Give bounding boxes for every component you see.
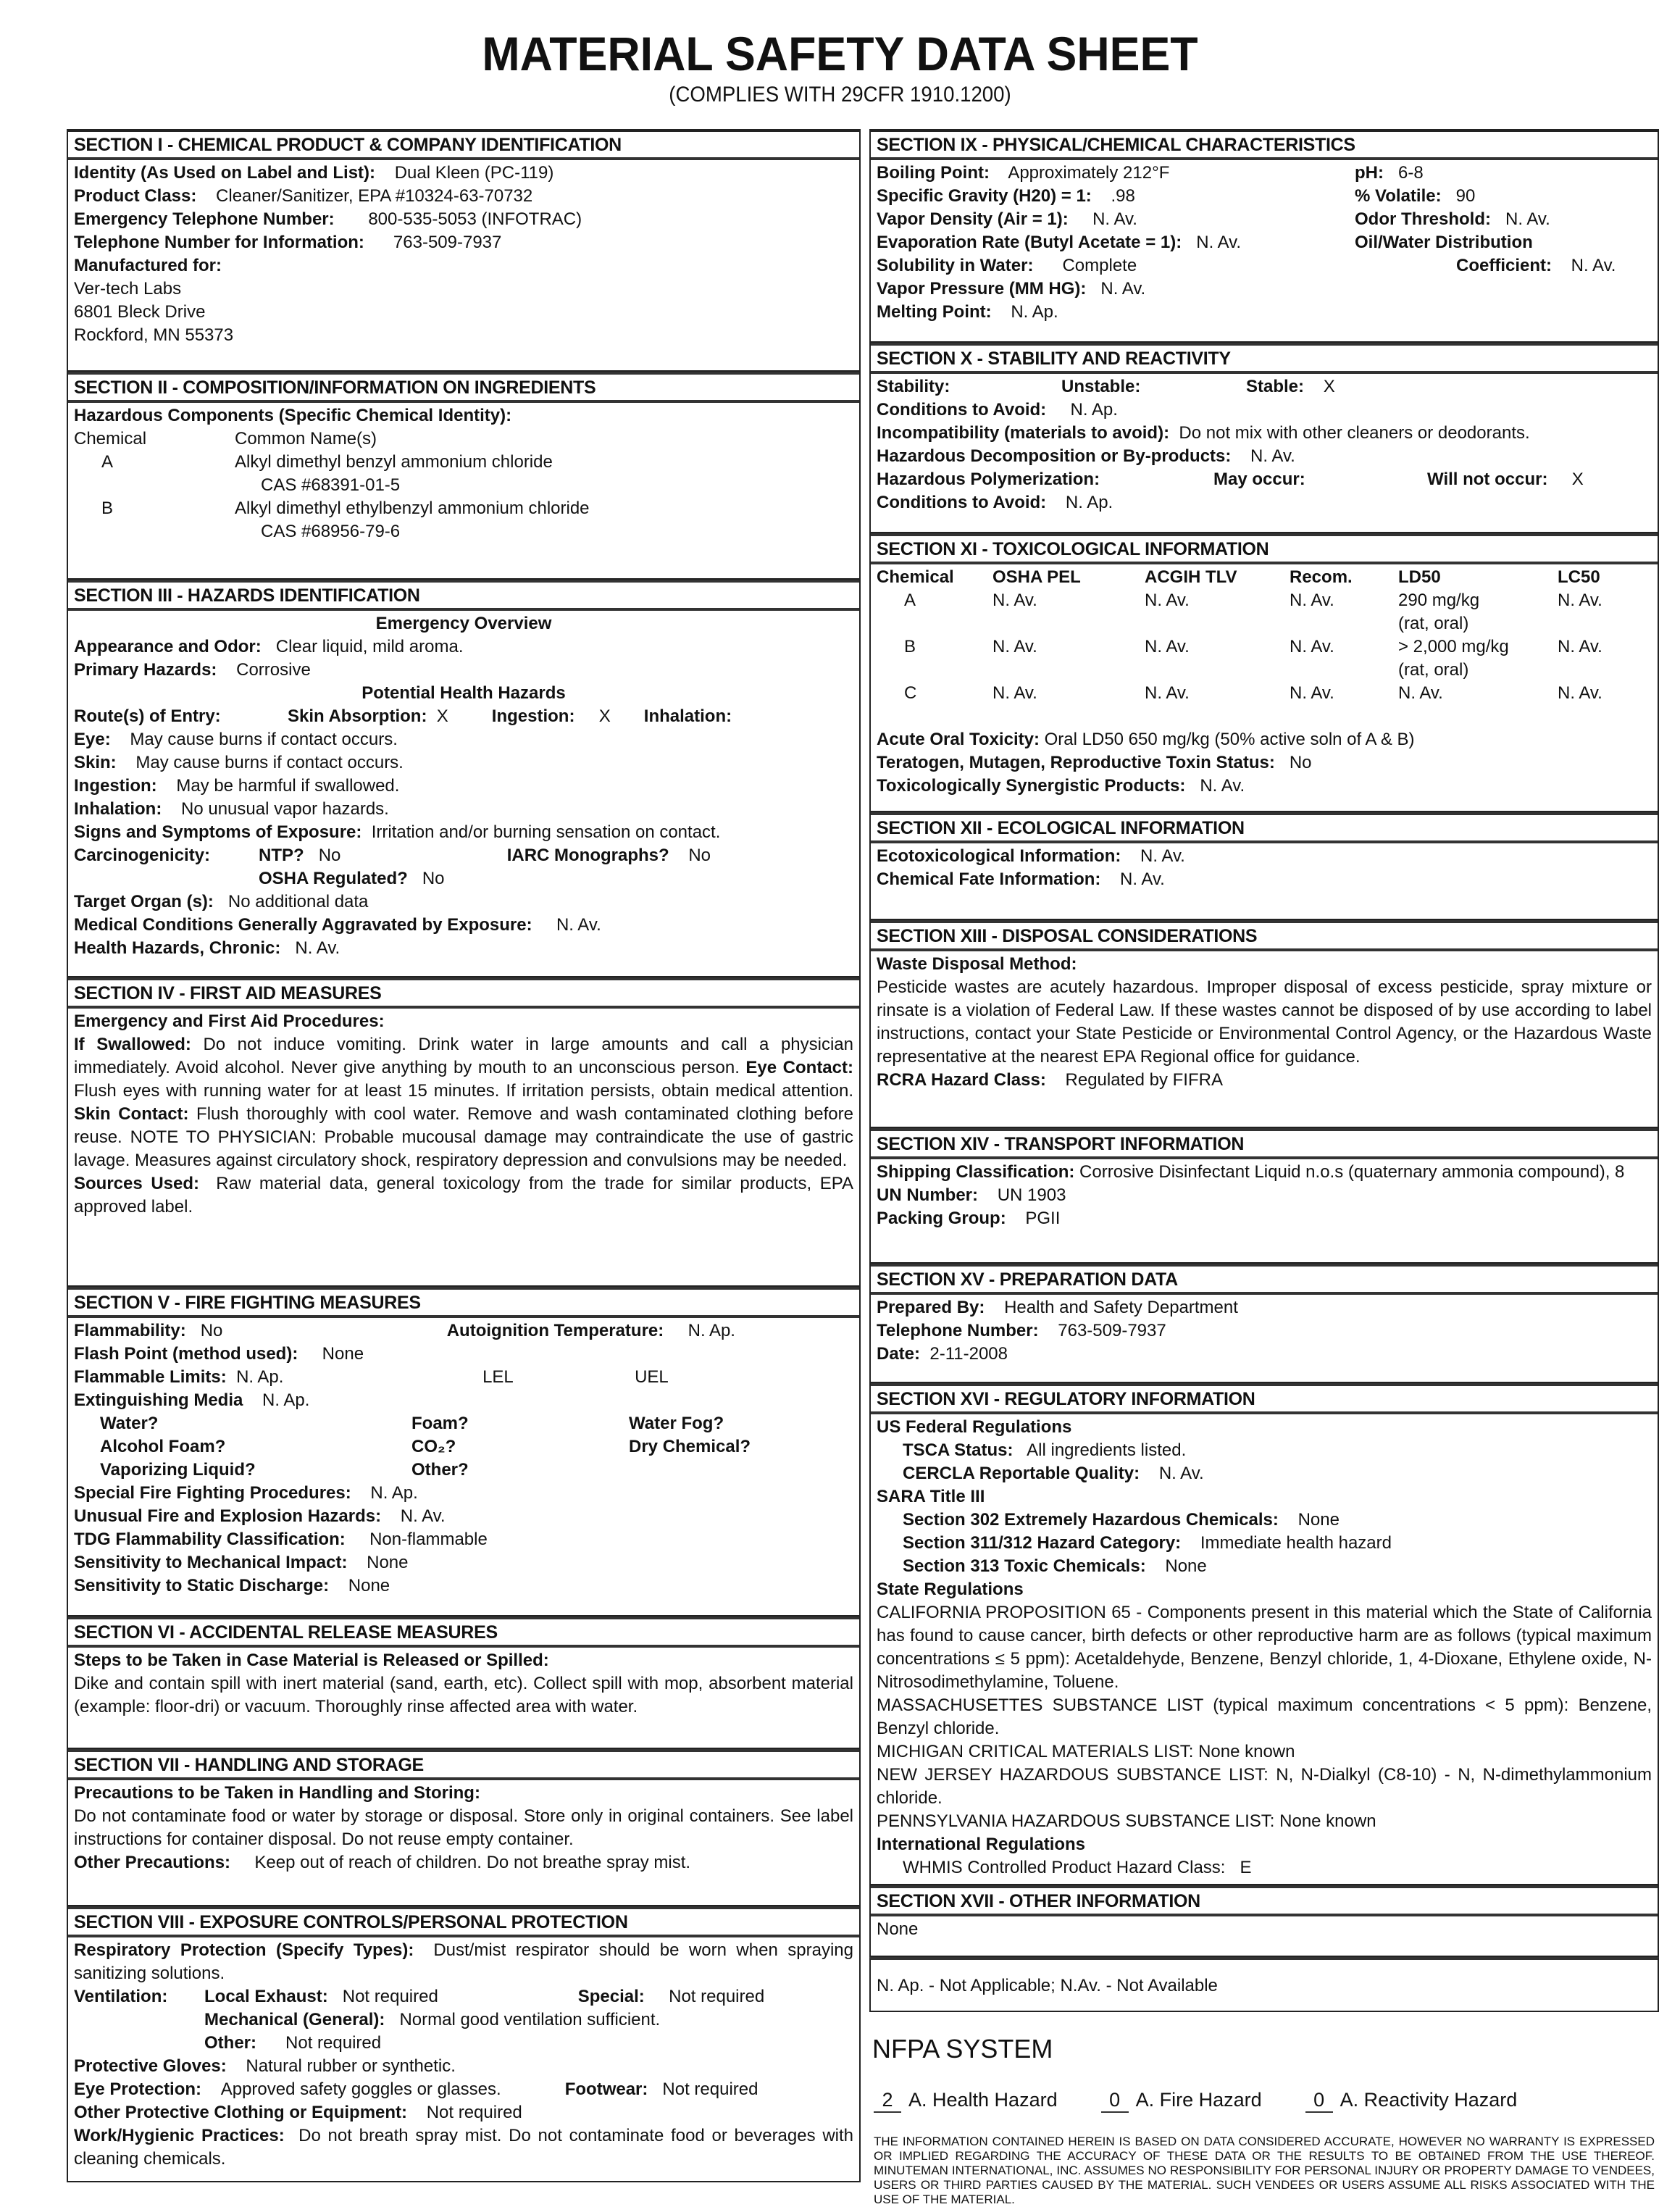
field-label: Eye Protection:	[74, 2079, 202, 2099]
section-heading: SECTION X - STABILITY AND REACTIVITY	[871, 343, 1658, 374]
field-value: N. Av.	[1200, 776, 1245, 796]
subheading: SARA Title III	[877, 1487, 985, 1506]
fire-rating: 0	[1101, 2089, 1129, 2113]
field-value: Do not contaminate food or water by storage or disposal. Store only in original containers. See label instructions for container disposal. Do not reuse empty container.	[74, 1806, 853, 1849]
field-label: Telephone Number for Information:	[74, 233, 364, 252]
document-title: MATERIAL SAFETY DATA SHEET	[482, 27, 1198, 80]
field-label: Hazardous Decomposition or By-products:	[877, 446, 1232, 466]
field-label: Stable:	[1246, 377, 1305, 396]
nfpa-ratings	[869, 2089, 1659, 2113]
nfpa-fire: 0 A. Fire Hazard	[1101, 2089, 1262, 2113]
field-label: Respiratory Protection (Specify Types):	[74, 1940, 414, 1960]
field-label: Hazardous Components (Specific Chemical Identity):	[74, 406, 512, 425]
field-value: Natural rubber or synthetic.	[246, 2056, 456, 2076]
media-option: Foam?	[411, 1414, 469, 1433]
field-label: IARC Monographs?	[506, 846, 669, 865]
newjersey-text: NEW JERSEY HAZARDOUS SUBSTANCE LIST: N, N-Dialkyl (C8-10) - N, N-dimethylammonium chloride.	[877, 1765, 1652, 1808]
field-value: May cause burns if contact occurs.	[130, 730, 398, 749]
section-11	[869, 533, 1659, 812]
field-label: Appearance and Odor:	[74, 637, 262, 656]
field-value: Complete	[1062, 256, 1137, 275]
field-label: Route(s) of Entry:	[74, 706, 221, 726]
field-label: pH:	[1355, 163, 1384, 183]
column-header: Recom.	[1290, 567, 1353, 587]
uel-label: UEL	[635, 1367, 669, 1387]
field-value: Do not mix with other cleaners or deodorants.	[1179, 423, 1530, 443]
media-option: CO₂?	[411, 1437, 456, 1456]
field-label: Boiling Point:	[877, 163, 990, 183]
field-value: E	[1240, 1858, 1252, 1877]
field-label: Melting Point:	[877, 302, 992, 322]
field-label: Unusual Fire and Explosion Hazards:	[74, 1506, 382, 1526]
field-value: No	[688, 846, 711, 865]
section-heading: SECTION I - CHEMICAL PRODUCT & COMPANY IDENTIFICATION	[68, 132, 859, 160]
section-heading: SECTION VII - HANDLING AND STORAGE	[68, 1749, 859, 1780]
field-label: Other:	[204, 2033, 256, 2053]
field-value: X	[436, 706, 448, 726]
field-label: Toxicologically Synergistic Products:	[877, 776, 1186, 796]
section-heading: SECTION IV - FIRST AID MEASURES	[68, 977, 859, 1009]
field-value: N. Ap.	[236, 1367, 284, 1387]
section-heading: SECTION XV - PREPARATION DATA	[871, 1264, 1658, 1295]
field-value: N. Av.	[1250, 446, 1295, 466]
column-header: LD50	[1398, 567, 1441, 587]
california-text: CALIFORNIA PROPOSITION 65 - Components present in this material which the State of California has found to cause cancer, birth defects or other reproductive harm are as follows (typical maximum concentrations ≤ 5 ppm): Acetaldehyde, Benzene, Benzyl chloride, 1, 4-Dioxane, Ethylene oxide, N-Nitrosodimethylamine, Toluene.	[877, 1603, 1652, 1692]
field-value: Dust/mist respirator should be worn when spraying sanitizing solutions.	[74, 1940, 853, 1983]
section-heading: SECTION XI - TOXICOLOGICAL INFORMATION	[871, 533, 1658, 564]
media-option: Water?	[100, 1414, 159, 1433]
michigan-text: MICHIGAN CRITICAL MATERIALS LIST: None known	[877, 1742, 1295, 1761]
section-9	[869, 129, 1659, 343]
field-label: Special Fire Fighting Procedures:	[74, 1483, 351, 1503]
field-label: Solubility in Water:	[877, 256, 1034, 275]
field-value: No unusual vapor hazards.	[181, 799, 389, 819]
field-label: Hazardous Polymerization:	[877, 470, 1100, 489]
media-option: Alcohol Foam?	[100, 1437, 226, 1456]
field-value: May cause burns if contact occurs.	[135, 753, 404, 772]
column-header: ACGIH TLV	[1145, 567, 1237, 587]
field-label: Coefficient:	[1456, 256, 1552, 275]
field-label: Inhalation:	[74, 799, 162, 819]
component-row: A Alkyl dimethyl benzyl ammonium chloride	[101, 452, 553, 472]
field-label: Primary Hazards:	[74, 660, 217, 680]
section-heading: SECTION VI - ACCIDENTAL RELEASE MEASURES	[68, 1616, 859, 1648]
nfpa-title: NFPA SYSTEM	[872, 2034, 1053, 2064]
field-label: Specific Gravity (H20) = 1:	[877, 186, 1092, 206]
field-label: Flammable Limits:	[74, 1367, 227, 1387]
subheading: Emergency Overview	[375, 614, 552, 633]
field-label: Conditions to Avoid:	[877, 493, 1047, 512]
field-label: Stability:	[877, 377, 950, 396]
field-label: Section 313 Toxic Chemicals:	[903, 1556, 1146, 1576]
field-label: Mechanical (General):	[204, 2010, 385, 2029]
table-row: C N. Av. N. Av. N. Av. N. Av. N. Av.	[904, 683, 1602, 703]
first-aid-text: If Swallowed: Do not induce vomiting. Drink water in large amounts and call a physician immediately. Avoid alcohol. Never give anything by mouth to an unconscious person. Eye Contact: Flush eyes with running water for at least 15 minutes. If irritation persists, obtain medical attention. Skin Contact: Flush thoroughly with cool water. Remove and wash contaminated clothing before reuse. NOTE TO PHYSICIAN: Probable mucousal damage may contraindicate the use of gastric lavage. Measures against circulatory shock, respiratory depression and convulsions may be needed.	[74, 1035, 853, 1170]
company-city: Rockford, MN 55373	[74, 325, 234, 345]
section-heading: SECTION XVI - REGULATORY INFORMATION	[871, 1383, 1658, 1414]
section-heading: SECTION XII - ECOLOGICAL INFORMATION	[871, 812, 1658, 843]
section-10	[869, 343, 1659, 533]
field-label: Work/Hygienic Practices:	[74, 2126, 285, 2145]
field-value: Oral LD50 650 mg/kg (50% active soln of A & B)	[1044, 730, 1415, 749]
section-15	[869, 1264, 1659, 1383]
field-label: Medical Conditions Generally Aggravated by Exposure:	[74, 915, 532, 935]
media-option	[629, 1459, 846, 1482]
field-label: WHMIS Controlled Product Hazard Class:	[903, 1858, 1226, 1877]
media-option: Other?	[411, 1460, 469, 1480]
field-value: No additional data	[227, 892, 369, 911]
field-value: Non-flammable	[369, 1530, 488, 1549]
subheading: State Regulations	[877, 1580, 1024, 1599]
media-option: Vaporizing Liquid?	[100, 1460, 256, 1480]
section-14	[869, 1128, 1659, 1264]
field-label: TDG Flammability Classification:	[74, 1530, 346, 1549]
table-row: A N. Av. N. Av. N. Av. 290 mg/kg (rat, oral) N. Av.	[904, 591, 1602, 633]
field-label: Flash Point (method used):	[74, 1344, 298, 1364]
field-label: Sensitivity to Static Discharge:	[74, 1576, 330, 1595]
section-heading: SECTION XIV - TRANSPORT INFORMATION	[871, 1128, 1658, 1159]
section-3	[67, 580, 861, 977]
field-label: Other Protective Clothing or Equipment:	[74, 2103, 408, 2122]
field-value: Pesticide wastes are acutely hazardous. Improper disposal of excess pesticide, spray mixture or rinsate is a violation of Federal Law. If these wastes cannot be disposed of by use according to label instructions, contact your State Pesticide or Environmental Control Agency, or the Hazardous Waste representative at the nearest EPA Regional office for guidance.	[877, 977, 1652, 1067]
emergency-phone: 800-535-5053 (INFOTRAC)	[368, 209, 582, 229]
field-label: % Volatile:	[1355, 186, 1442, 206]
field-value: Not required	[426, 2103, 522, 2122]
cas-number: CAS #68956-79-6	[261, 522, 401, 541]
tox-table-header	[877, 566, 1652, 589]
extinguishing-media-options	[74, 1412, 853, 1482]
lel-label: LEL	[482, 1367, 514, 1387]
section-heading: SECTION III - HAZARDS IDENTIFICATION	[68, 580, 859, 611]
field-value: PGII	[1025, 1209, 1061, 1228]
field-value: None	[367, 1553, 409, 1572]
subheading: International Regulations	[877, 1835, 1086, 1854]
field-value: May be harmful if swallowed.	[176, 776, 400, 796]
field-value: Keep out of reach of children. Do not breathe spray mist.	[254, 1853, 691, 1872]
field-value: No	[318, 846, 341, 865]
field-label: Autoignition Temperature:	[446, 1321, 664, 1340]
cas-number: CAS #68391-01-5	[261, 475, 401, 495]
field-value: N. Av.	[1158, 1464, 1204, 1483]
field-value: Immediate health hazard	[1200, 1533, 1392, 1553]
field-value: X	[1323, 377, 1335, 396]
field-value: Corrosive	[236, 660, 311, 680]
field-value: All ingredients listed.	[1027, 1440, 1187, 1460]
field-value: No	[422, 869, 445, 888]
field-value: N. Ap.	[1011, 302, 1058, 322]
section-7	[67, 1749, 861, 1906]
field-label: Telephone Number:	[877, 1321, 1039, 1340]
field-value: .98	[1111, 186, 1135, 206]
field-value: Regulated by FIFRA	[1065, 1070, 1223, 1090]
field-value: 90	[1455, 186, 1476, 206]
field-value: None	[322, 1344, 364, 1364]
product-class-value: Cleaner/Sanitizer, EPA #10324-63-70732	[216, 186, 533, 206]
field-value: N. Av.	[556, 915, 601, 935]
field-label: Oil/Water Distribution	[1355, 233, 1533, 252]
field-label: Target Organ (s):	[74, 892, 214, 911]
column-header: Common Name(s)	[235, 429, 377, 449]
field-label: Waste Disposal Method:	[877, 954, 1077, 974]
media-option: Water Fog?	[629, 1414, 724, 1433]
field-label: Extinguishing Media	[74, 1390, 243, 1410]
field-label: Special:	[577, 1987, 645, 2006]
subheading: Potential Health Hazards	[362, 683, 566, 703]
field-value: Do not breath spray mist. Do not contaminate food or beverages with cleaning chemicals.	[74, 2126, 853, 2169]
nfpa-reactivity: 0 A. Reactivity Hazard	[1305, 2089, 1518, 2113]
section-2	[67, 372, 861, 580]
section-16	[869, 1383, 1659, 1885]
field-value: Normal good ventilation sufficient.	[399, 2010, 661, 2029]
field-value: Not required	[662, 2079, 758, 2099]
field-label: Conditions to Avoid:	[877, 400, 1047, 420]
field-value: Irritation and/or burning sensation on contact.	[371, 822, 721, 842]
field-value: N. Ap.	[262, 1390, 310, 1410]
prep-date: 2-11-2008	[929, 1344, 1008, 1364]
section-12	[869, 812, 1659, 920]
media-option: Dry Chemical?	[629, 1437, 751, 1456]
field-label: Sensitivity to Mechanical Impact:	[74, 1553, 348, 1572]
section-5	[67, 1287, 861, 1616]
field-value: UN 1903	[997, 1185, 1066, 1205]
health-rating: 2	[874, 2089, 901, 2113]
field-label: Steps to be Taken in Case Material is Released or Spilled:	[74, 1651, 549, 1670]
field-value: No	[1289, 753, 1312, 772]
section-6	[67, 1616, 861, 1749]
field-value: Not required	[669, 1987, 765, 2006]
section-13	[869, 920, 1659, 1128]
field-label: Evaporation Rate (Butyl Acetate = 1):	[877, 233, 1182, 252]
section-heading: SECTION XIII - DISPOSAL CONSIDERATIONS	[871, 920, 1658, 951]
section-heading: SECTION XVII - OTHER INFORMATION	[871, 1885, 1658, 1916]
field-label: NTP?	[259, 846, 304, 865]
field-label: Local Exhaust:	[204, 1987, 328, 2006]
field-label: Skin Absorption:	[288, 706, 427, 726]
field-label: Precautions to be Taken in Handling and Storing:	[74, 1783, 480, 1803]
field-label: Vapor Density (Air = 1):	[877, 209, 1069, 229]
field-value: Clear liquid, mild aroma.	[275, 637, 464, 656]
field-value: None	[877, 1919, 919, 1939]
field-label: Protective Gloves:	[74, 2056, 227, 2076]
field-value: N. Av.	[400, 1506, 446, 1526]
field-value: Not required	[285, 2033, 382, 2053]
field-label: UN Number:	[877, 1185, 979, 1205]
field-label: Unstable:	[1061, 377, 1141, 396]
field-label: Product Class:	[74, 186, 197, 206]
nfpa-health: 2 A. Health Hazard	[874, 2089, 1058, 2113]
field-label: Ventilation:	[74, 1987, 168, 2006]
field-value: N. Av.	[1505, 209, 1550, 229]
field-label: RCRA Hazard Class:	[877, 1070, 1046, 1090]
field-label: May occur:	[1213, 470, 1305, 489]
company-street: 6801 Bleck Drive	[74, 302, 206, 322]
field-value: Corrosive Disinfectant Liquid n.o.s (quaternary ammonia compound), 8	[1079, 1162, 1625, 1182]
field-label: Eye:	[74, 730, 111, 749]
field-label: Vapor Pressure (MM HG):	[877, 279, 1087, 299]
field-label: Emergency Telephone Number:	[74, 209, 335, 229]
field-value: N. Ap.	[370, 1483, 418, 1503]
field-value: Health and Safety Department	[1004, 1298, 1238, 1317]
field-label: Incompatibility (materials to avoid):	[877, 423, 1170, 443]
field-value: No	[200, 1321, 223, 1340]
disclaimer: THE INFORMATION CONTAINED HEREIN IS BASED ON DATA CONSIDERED ACCURATE, HOWEVER NO WARRANTY IS EXPRESSED OR IMPLIED REGARDING THE ACCURACY OF THESE DATA OR THE RESULTS TO BE OBTAINED FROM THE USE THEREOF. MINUTEMAN INTERNATIONAL, INC. ASSUMES NO RESPONSIBILITY FOR PERSONAL INJURY OR PROPERTY DAMAGE TO VENDEES, USERS OR THIRD PARTIES CAUSED BY THE MATERIAL. SUCH VENDEES OR USERS ASSUME ALL RISKS ASSOCIATED WITH THE USE OF THE MATERIAL.	[874, 2135, 1655, 2206]
field-value: N. Ap.	[688, 1321, 735, 1340]
column-header: Chemical	[877, 567, 954, 587]
field-value: Approximately 212°F	[1008, 163, 1170, 183]
field-label: Carcinogenicity:	[74, 846, 211, 865]
field-value: X	[1571, 470, 1584, 489]
component-row: B Alkyl dimethyl ethylbenzyl ammonium chloride	[101, 498, 590, 518]
field-label: Identity (As Used on Label and List):	[74, 163, 376, 183]
field-label: Packing Group:	[877, 1209, 1006, 1228]
reactivity-rating: 0	[1305, 2089, 1333, 2113]
field-label: Ingestion:	[74, 776, 157, 796]
field-value: N. Av.	[1571, 256, 1616, 275]
field-value: Approved safety goggles or glasses.	[220, 2079, 501, 2099]
company-name: Ver-tech Labs	[74, 279, 182, 299]
field-label: Will not occur:	[1427, 470, 1548, 489]
field-label: OSHA Regulated?	[259, 869, 408, 888]
field-label: Chemical Fate Information:	[877, 869, 1101, 889]
massachusetts-text: MASSACHUSETTES SUBSTANCE LIST (typical maximum concentrations < 5 ppm): Benzene, Benzyl chloride.	[877, 1695, 1652, 1738]
section-1	[67, 129, 861, 372]
info-phone: 763-509-7937	[393, 233, 502, 252]
column-header: OSHA PEL	[992, 567, 1081, 587]
field-label: Emergency and First Aid Procedures:	[74, 1011, 385, 1031]
sources-text: Sources Used: Raw material data, general toxicology from the trade for similar products, EPA approved label.	[74, 1174, 853, 1217]
field-label: CERCLA Reportable Quality:	[903, 1464, 1140, 1483]
table-row: B N. Av. N. Av. N. Av. > 2,000 mg/kg (rat, oral) N. Av.	[904, 637, 1602, 680]
field-label: Health Hazards, Chronic:	[74, 938, 281, 958]
field-label: Teratogen, Mutagen, Reproductive Toxin Status:	[877, 753, 1275, 772]
identity-value: Dual Kleen (PC-119)	[394, 163, 554, 183]
field-label: Flammability:	[74, 1321, 186, 1340]
field-value: Dike and contain spill with inert material (sand, earth, etc). Collect spill with mop, absorbent material (example: floor-dri) or vacuum. Thoroughly rinse affected area with water.	[74, 1674, 853, 1716]
field-value: Not required	[342, 1987, 438, 2006]
abbreviation-legend: N. Ap. - Not Applicable; N.Av. - Not Available	[869, 1957, 1659, 2012]
field-label: Manufactured for:	[74, 256, 222, 275]
field-value: N. Av.	[1196, 233, 1242, 252]
field-label: Skin:	[74, 753, 117, 772]
field-value: N. Av.	[1092, 209, 1137, 229]
field-value: N. Av.	[1120, 869, 1165, 889]
field-value: 763-509-7937	[1058, 1321, 1166, 1340]
field-label: Section 302 Extremely Hazardous Chemicals:	[903, 1510, 1279, 1530]
section-4	[67, 977, 861, 1287]
field-value: 6-8	[1398, 163, 1424, 183]
field-label: Inhalation:	[643, 706, 732, 726]
field-label: Date:	[877, 1344, 921, 1364]
column-header: LC50	[1558, 567, 1600, 587]
field-value: N. Ap.	[1070, 400, 1118, 420]
field-label: TSCA Status:	[903, 1440, 1014, 1460]
field-value: N. Av.	[1140, 846, 1185, 866]
right-column	[869, 129, 1659, 2207]
field-value: None	[348, 1576, 390, 1595]
field-label: Ecotoxicological Information:	[877, 846, 1121, 866]
section-heading: SECTION V - FIRE FIGHTING MEASURES	[68, 1287, 859, 1318]
field-label: Shipping Classification:	[877, 1162, 1075, 1182]
field-label: Signs and Symptoms of Exposure:	[74, 822, 362, 842]
pennsylvania-text: PENNSYLVANIA HAZARDOUS SUBSTANCE LIST: None known	[877, 1811, 1376, 1831]
column-header: Chemical	[74, 429, 147, 449]
subheading: US Federal Regulations	[877, 1417, 1072, 1437]
document-subtitle: (COMPLIES WITH 29CFR 1910.1200)	[669, 83, 1011, 107]
section-17	[869, 1885, 1659, 1957]
section-heading: SECTION II - COMPOSITION/INFORMATION ON INGREDIENTS	[68, 372, 859, 403]
field-value: N. Av.	[295, 938, 340, 958]
field-label: Prepared By:	[877, 1298, 985, 1317]
field-value: None	[1297, 1510, 1340, 1530]
field-label: Odor Threshold:	[1355, 209, 1491, 229]
field-value: X	[598, 706, 611, 726]
field-label: Acute Oral Toxicity:	[877, 730, 1040, 749]
section-heading: SECTION IX - PHYSICAL/CHEMICAL CHARACTERISTICS	[871, 132, 1658, 160]
field-value: N. Ap.	[1065, 493, 1113, 512]
section-8	[67, 1906, 861, 2182]
field-value: None	[1165, 1556, 1207, 1576]
field-label: Section 311/312 Hazard Category:	[903, 1533, 1182, 1553]
field-label: Ingestion:	[491, 706, 575, 726]
field-label: Other Precautions:	[74, 1853, 231, 1872]
field-value: N. Av.	[1100, 279, 1146, 299]
section-heading: SECTION VIII - EXPOSURE CONTROLS/PERSONAL PROTECTION	[68, 1906, 859, 1937]
left-column	[67, 129, 861, 2182]
field-label: Footwear:	[564, 2079, 648, 2099]
